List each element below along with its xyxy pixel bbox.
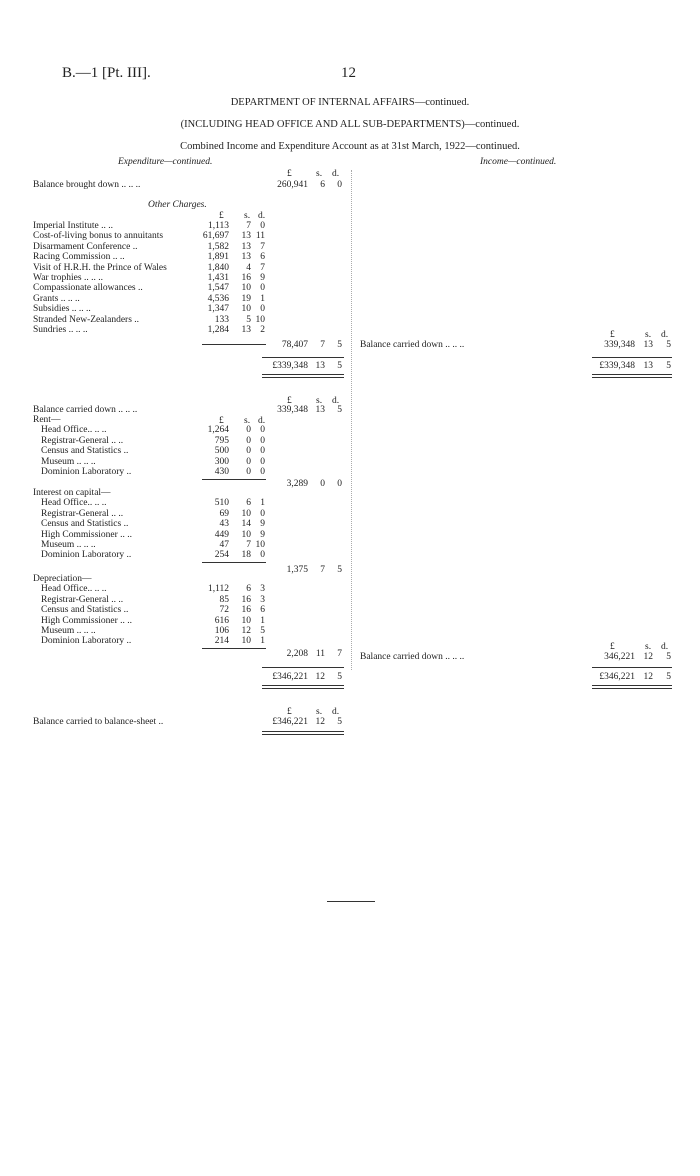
line-item-label: Dominion Laboratory .. <box>41 467 132 477</box>
line-item-pounds: 85 <box>219 594 229 605</box>
line-item-pounds: 510 <box>214 498 229 509</box>
line-item-pence: 11 <box>255 231 265 242</box>
line-item-pence: 6 <box>260 252 265 263</box>
line-item-shillings: 18 <box>241 550 251 561</box>
amount-shillings: 13 <box>315 405 325 415</box>
line-item-pounds: 1,113 <box>207 221 229 231</box>
subtotal-rule <box>202 344 266 345</box>
line-item-label: Subsidies .. .. .. <box>33 304 91 315</box>
total-rule <box>262 357 344 358</box>
line-item-pence: 9 <box>260 529 265 540</box>
group-total-shillings: 7 <box>320 565 325 575</box>
balance-sheet-shillings: 12 <box>315 717 325 727</box>
line-item-shillings: 6 <box>246 584 251 595</box>
line-item-label: High Commissioner .. .. <box>41 615 133 626</box>
line-item-pence: 7 <box>260 262 265 273</box>
line-item-shillings: 12 <box>241 626 251 636</box>
group-heading: Depreciation— <box>33 574 92 584</box>
line-item-shillings: 7 <box>246 221 251 231</box>
line-item-label: Cost-of-living bonus to annuitants <box>33 231 164 242</box>
pence-header: d. <box>332 707 340 717</box>
line-item-label: Compassionate allowances .. <box>33 283 143 294</box>
section1-total-pence: 5 <box>337 361 342 371</box>
line-item-pence: 1 <box>260 636 265 647</box>
income-total-double-rule <box>592 374 672 378</box>
pound-header: £ <box>610 330 615 340</box>
total-double-rule <box>262 731 344 735</box>
line-item-pounds: 616 <box>214 615 229 626</box>
line-item-label: Racing Commission .. .. <box>33 252 125 263</box>
page-number: 12 <box>341 65 356 81</box>
line-item-pounds: 1,264 <box>207 425 229 436</box>
line-item-pounds: 1,840 <box>207 262 229 273</box>
line-item-shillings: 6 <box>246 498 251 509</box>
total-double-rule <box>262 374 344 378</box>
amount-pounds: 339,348 <box>277 405 308 415</box>
line-item-shillings: 16 <box>241 273 251 283</box>
line-item-pounds: 254 <box>214 550 229 561</box>
line-item-pence: 3 <box>260 594 265 605</box>
line-item-label: Dominion Laboratory .. <box>41 636 132 647</box>
line-item-label: Grants .. .. .. <box>33 293 80 304</box>
line-item-pence: 10 <box>255 540 265 550</box>
pound-header: £ <box>287 169 292 179</box>
line-item-pounds: 72 <box>219 605 229 616</box>
income-amount-pounds: 346,221 <box>604 652 635 662</box>
line-item-label: Museum .. .. .. <box>41 626 96 636</box>
line-item-shillings: 10 <box>241 529 251 540</box>
pound-header: £ <box>287 396 292 406</box>
balance-sheet-label: Balance carried to balance-sheet .. <box>33 717 164 727</box>
line-item-pounds: 69 <box>219 508 229 519</box>
pound-header: £ <box>219 416 224 426</box>
footer-rule <box>327 901 375 902</box>
line-item-pounds: 1,431 <box>207 273 229 283</box>
income-balance-carried-down-label: Balance carried down .. .. .. <box>360 652 465 662</box>
amount-pence: 5 <box>337 405 342 415</box>
other-charges-total-pence: 5 <box>337 340 342 350</box>
income-balance-carried-down-label: Balance carried down .. .. .. <box>360 340 465 350</box>
balance-brought-down-label: Balance brought down .. .. .. <box>33 180 141 190</box>
income-total-shillings: 13 <box>643 361 653 371</box>
line-item-shillings: 0 <box>246 467 251 477</box>
group-heading: Rent— <box>33 415 61 425</box>
line-item-pounds: 106 <box>214 626 229 636</box>
section2-total-pounds: £346,221 <box>272 672 308 682</box>
line-item-pounds: 430 <box>214 467 229 477</box>
section1-total-shillings: 13 <box>315 361 325 371</box>
line-item-label: Head Office.. .. .. <box>41 498 107 509</box>
line-item-pounds: 500 <box>214 446 229 457</box>
account-title: Combined Income and Expenditure Account as at 31st March, 1922—continued. <box>180 141 520 152</box>
line-item-pence: 2 <box>260 325 265 335</box>
group-heading: Interest on capital— <box>33 488 111 498</box>
line-item-pounds: 214 <box>214 636 229 647</box>
line-item-pounds: 1,347 <box>207 304 229 315</box>
balance-sheet-pounds: £346,221 <box>272 717 308 727</box>
group-total-pence: 7 <box>337 649 342 659</box>
section1-total-pounds: £339,348 <box>272 361 308 371</box>
line-item-pounds: 133 <box>214 314 229 325</box>
amount-pounds: 260,941 <box>277 180 308 190</box>
scope-title: (INCLUDING HEAD OFFICE AND ALL SUB-DEPARTMENTS)—continued. <box>180 119 520 130</box>
line-item-shillings: 0 <box>246 446 251 457</box>
income-amount-pence: 5 <box>666 340 671 350</box>
pence-header: d. <box>258 211 266 221</box>
total-double-rule <box>262 685 344 689</box>
line-item-label: Census and Statistics .. <box>41 605 129 616</box>
line-item-shillings: 13 <box>241 231 251 242</box>
income-total-pounds: £346,221 <box>599 672 635 682</box>
line-item-pence: 0 <box>260 550 265 561</box>
amount-shillings: 6 <box>320 180 325 190</box>
income-amount-pence: 5 <box>666 652 671 662</box>
line-item-pence: 0 <box>260 467 265 477</box>
amount-pence: 0 <box>337 180 342 190</box>
line-item-shillings: 0 <box>246 425 251 436</box>
income-total-pence: 5 <box>666 361 671 371</box>
line-item-label: Imperial Institute .. .. <box>33 221 113 231</box>
line-item-label: Head Office.. .. .. <box>41 584 107 595</box>
group-total-pence: 5 <box>337 565 342 575</box>
department-title: DEPARTMENT OF INTERNAL AFFAIRS—continued. <box>230 97 470 108</box>
income-total-rule <box>592 357 672 358</box>
line-item-shillings: 13 <box>241 325 251 335</box>
line-item-shillings: 10 <box>241 283 251 294</box>
line-item-pence: 1 <box>260 498 265 509</box>
pence-header: d. <box>661 330 669 340</box>
income-total-rule <box>592 667 672 668</box>
line-item-pounds: 61,697 <box>202 231 229 242</box>
pound-header: £ <box>610 642 615 652</box>
line-item-label: Visit of H.R.H. the Prince of Wales <box>33 262 167 273</box>
line-item-pounds: 1,547 <box>207 283 229 294</box>
line-item-pence: 9 <box>260 519 265 530</box>
line-item-pounds: 449 <box>214 529 229 540</box>
pound-header: £ <box>219 211 224 221</box>
line-item-shillings: 14 <box>241 519 251 530</box>
line-item-shillings: 13 <box>241 252 251 263</box>
line-item-pence: 3 <box>260 584 265 595</box>
shillings-header: s. <box>645 642 652 652</box>
line-item-shillings: 4 <box>246 262 251 273</box>
shillings-header: s. <box>316 707 323 717</box>
line-item-label: Registrar-General .. .. <box>41 508 124 519</box>
line-item-pounds: 1,891 <box>207 252 229 263</box>
line-item-pounds: 1,112 <box>207 584 229 595</box>
line-item-shillings: 19 <box>241 293 251 304</box>
line-item-label: Registrar-General .. .. <box>41 435 124 446</box>
line-item-label: War trophies .. .. .. <box>33 273 103 283</box>
line-item-pence: 0 <box>260 304 265 315</box>
line-item-pence: 0 <box>260 435 265 446</box>
income-column-heading: Income—continued. <box>480 157 557 167</box>
pence-header: d. <box>258 416 266 426</box>
line-item-pence: 0 <box>260 446 265 457</box>
line-item-pounds: 47 <box>219 540 229 550</box>
group-total-pounds: 2,208 <box>286 649 308 659</box>
line-item-pounds: 1,284 <box>207 325 229 335</box>
line-item-label: Census and Statistics .. <box>41 519 129 530</box>
line-item-label: Museum .. .. .. <box>41 540 96 550</box>
line-item-shillings: 0 <box>246 456 251 467</box>
line-item-shillings: 16 <box>241 605 251 616</box>
line-item-pounds: 795 <box>214 435 229 446</box>
line-item-pounds: 4,536 <box>207 293 229 304</box>
line-item-pence: 7 <box>260 241 265 252</box>
income-total-shillings: 12 <box>643 672 653 682</box>
line-item-pence: 10 <box>255 314 265 325</box>
line-item-label: Museum .. .. .. <box>41 456 96 467</box>
column-divider <box>351 170 352 670</box>
line-item-label: Census and Statistics .. <box>41 446 129 457</box>
shillings-header: s. <box>244 211 251 221</box>
line-item-label: Stranded New-Zealanders .. <box>33 314 140 325</box>
other-charges-total-pounds: 78,407 <box>281 340 308 350</box>
balance-carried-down-label: Balance carried down .. .. .. <box>33 405 138 415</box>
line-item-pence: 0 <box>260 425 265 436</box>
income-amount-shillings: 12 <box>643 652 653 662</box>
pence-header: d. <box>661 642 669 652</box>
line-item-shillings: 13 <box>241 241 251 252</box>
line-item-label: Dominion Laboratory .. <box>41 550 132 561</box>
group-total-shillings: 0 <box>320 479 325 489</box>
shillings-header: s. <box>244 416 251 426</box>
section2-total-pence: 5 <box>337 672 342 682</box>
line-item-pence: 0 <box>260 221 265 231</box>
page-reference: B.—1 [Pt. III]. <box>62 65 151 81</box>
line-item-shillings: 10 <box>241 304 251 315</box>
other-charges-heading: Other Charges. <box>148 200 207 210</box>
line-item-shillings: 10 <box>241 636 251 647</box>
income-amount-shillings: 13 <box>643 340 653 350</box>
expenditure-column-heading: Expenditure—continued. <box>118 157 213 167</box>
line-item-pounds: 43 <box>219 519 229 530</box>
other-charges-total-shillings: 7 <box>320 340 325 350</box>
group-total-pounds: 1,375 <box>286 565 308 575</box>
line-item-shillings: 0 <box>246 435 251 446</box>
line-item-shillings: 10 <box>241 508 251 519</box>
balance-sheet-pence: 5 <box>337 717 342 727</box>
pence-header: d. <box>332 169 340 179</box>
line-item-shillings: 5 <box>246 314 251 325</box>
line-item-label: High Commissioner .. .. <box>41 529 133 540</box>
line-item-pence: 1 <box>260 293 265 304</box>
line-item-pounds: 1,582 <box>207 241 229 252</box>
line-item-pence: 0 <box>260 283 265 294</box>
line-item-label: Disarmament Conference .. <box>33 241 138 252</box>
line-item-pence: 1 <box>260 615 265 626</box>
line-item-pence: 5 <box>260 626 265 636</box>
section2-total-shillings: 12 <box>315 672 325 682</box>
line-item-label: Sundries .. .. .. <box>33 325 88 335</box>
group-total-pence: 0 <box>337 479 342 489</box>
group-total-pounds: 3,289 <box>286 479 308 489</box>
line-item-pence: 0 <box>260 508 265 519</box>
line-item-label: Registrar-General .. .. <box>41 594 124 605</box>
income-amount-pounds: 339,348 <box>604 340 635 350</box>
line-item-pence: 0 <box>260 456 265 467</box>
total-rule <box>262 667 344 668</box>
group-subtotal-rule <box>202 648 266 649</box>
line-item-shillings: 7 <box>246 540 251 550</box>
shillings-header: s. <box>316 396 323 406</box>
line-item-shillings: 10 <box>241 615 251 626</box>
shillings-header: s. <box>316 169 323 179</box>
group-subtotal-rule <box>202 562 266 563</box>
shillings-header: s. <box>645 330 652 340</box>
income-total-pence: 5 <box>666 672 671 682</box>
group-subtotal-rule <box>202 479 266 480</box>
line-item-label: Head Office.. .. .. <box>41 425 107 436</box>
pound-header: £ <box>287 707 292 717</box>
line-item-pence: 6 <box>260 605 265 616</box>
income-total-double-rule <box>592 685 672 689</box>
line-item-pounds: 300 <box>214 456 229 467</box>
line-item-pence: 9 <box>260 273 265 283</box>
line-item-shillings: 16 <box>241 594 251 605</box>
income-total-pounds: £339,348 <box>599 361 635 371</box>
pence-header: d. <box>332 396 340 406</box>
group-total-shillings: 11 <box>315 649 325 659</box>
